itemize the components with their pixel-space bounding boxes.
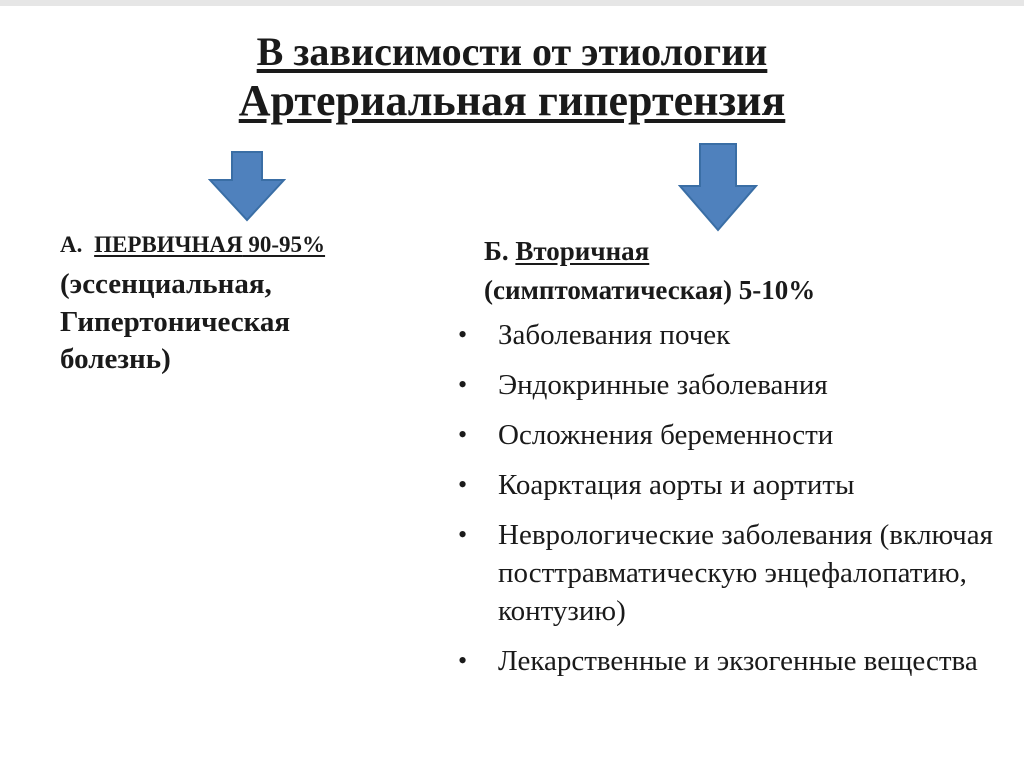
list-item	[458, 642, 998, 680]
bullet-icon: •	[458, 420, 468, 450]
down-arrow-right-icon	[678, 142, 758, 232]
secondary-label: Вторичная	[515, 236, 650, 266]
bullet-icon: •	[458, 470, 468, 500]
list-item-text: Коарктация аорты и аортиты	[498, 469, 855, 502]
primary-prefix: А.	[60, 232, 83, 257]
secondary-causes-list	[458, 316, 998, 680]
list-item-text: Осложнения беременности	[498, 419, 834, 452]
secondary-line-2: (симптоматическая) 5-10%	[484, 275, 816, 306]
bullet-icon: •	[458, 370, 468, 400]
primary-heading	[60, 230, 420, 260]
down-arrow-left-icon	[208, 150, 286, 222]
primary-line-4: болезнь)	[60, 343, 171, 376]
bullet-icon: •	[458, 320, 468, 350]
slide-top-border	[0, 0, 1024, 6]
list-item-text: Неврологические заболевания (включая посттравматическую энцефалопатию, контузию)	[498, 519, 993, 628]
secondary-heading	[484, 232, 998, 310]
list-item	[458, 516, 998, 630]
secondary-hypertension-block	[458, 232, 998, 692]
list-item	[458, 466, 998, 504]
title-line-1: В зависимости от этиологии	[256, 29, 768, 74]
bullet-icon: •	[458, 646, 468, 676]
title-line-2: Артериальная гипертензия	[238, 76, 786, 126]
primary-percent: 90-95%	[242, 232, 326, 257]
list-item	[458, 366, 998, 404]
primary-line-2: (эссенциальная,	[60, 267, 272, 300]
list-item-text: Лекарственные и экзогенные вещества	[498, 645, 978, 678]
list-item-text: Заболевания почек	[498, 319, 731, 352]
list-item	[458, 416, 998, 454]
bullet-icon: •	[458, 520, 468, 550]
list-item	[458, 316, 998, 354]
primary-label: ПЕРВИЧНАЯ	[94, 232, 243, 257]
primary-hypertension-block	[60, 230, 420, 379]
secondary-prefix: Б.	[484, 236, 516, 266]
slide-title	[0, 28, 1024, 127]
primary-line-3: Гипертоническая	[60, 305, 291, 338]
list-item-text: Эндокринные заболевания	[498, 369, 828, 402]
